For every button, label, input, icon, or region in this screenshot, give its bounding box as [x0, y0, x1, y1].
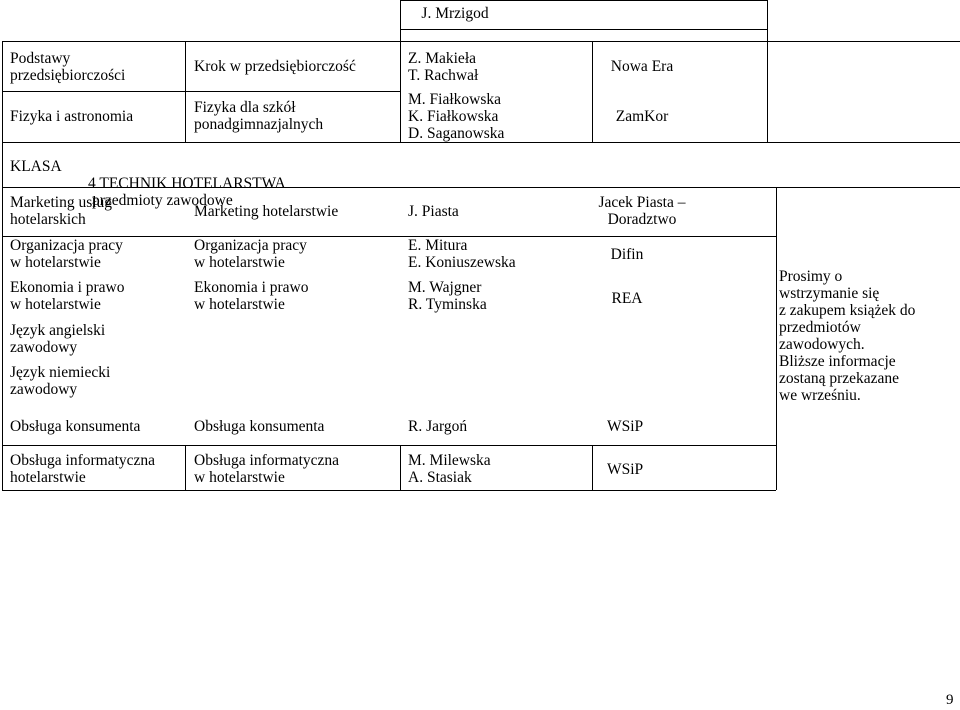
row-subject: Ekonomia i prawo w hotelarstwie — [10, 279, 125, 313]
top-row-2-title: Fizyka dla szkół ponadgimnazjalnych — [194, 99, 324, 133]
row-subject: Obsługa informatyczna hotelarstwie — [10, 452, 156, 486]
row-publisher: REA — [611, 290, 643, 307]
top-author: J. Mrzigod — [421, 5, 489, 22]
top-row-2-authors: M. Fiałkowska K. Fiałkowska D. Saganowska — [408, 91, 505, 142]
row-publisher: Jacek Piasta – Doradztwo — [598, 194, 686, 228]
row-title: Obsługa informatyczna w hotelarstwie — [194, 452, 340, 486]
top-row-1-subject: Podstawy przedsiębiorczości — [10, 50, 126, 84]
row-authors: E. Mitura E. Koniuszewska — [408, 237, 516, 271]
row-publisher: WSiP — [607, 418, 644, 435]
row-subject: Marketing usług hotelarskich — [10, 194, 113, 228]
page-number: 9 — [946, 692, 954, 708]
class-label: KLASA — [10, 158, 62, 175]
row-publisher: WSiP — [607, 461, 644, 478]
class-name-text: 4 TECHNIK HOTELARSTWA — [88, 175, 286, 192]
top-row-1-authors: Z. Makieła T. Rachwał — [408, 50, 479, 84]
row-subject: Język niemiecki zawodowy — [10, 364, 111, 398]
row-title: Ekonomia i prawo w hotelarstwie — [194, 279, 309, 313]
top-row-2-subject: Fizyka i astronomia — [10, 108, 134, 125]
top-row-2-publisher: ZamKor — [615, 108, 669, 125]
row-authors: M. Wajgner R. Tyminska — [408, 279, 487, 313]
class-subtitle: przedmioty zawodowe — [92, 192, 233, 209]
row-title: Organizacja pracy w hotelarstwie — [194, 237, 307, 271]
row-subject: Organizacja pracy w hotelarstwie — [10, 237, 123, 271]
row-authors: R. Jargoń — [408, 418, 468, 435]
row-subject: Język angielski zawodowy — [10, 322, 106, 356]
row-title: Obsługa konsumenta — [194, 418, 325, 435]
row-authors: J. Piasta — [408, 203, 459, 220]
row-subject: Obsługa konsumenta — [10, 418, 141, 435]
top-row-1-title: Krok w przedsiębiorczość — [194, 58, 356, 75]
note-text: Prosimy o wstrzymanie się z zakupem książek do przedmiotów zawodowych. Bliższe informacje zostaną przekazane we wrześniu. — [779, 268, 916, 404]
top-row-1-publisher: Nowa Era — [610, 58, 674, 75]
row-authors: M. Milewska A. Stasiak — [408, 452, 491, 486]
row-publisher: Difin — [610, 246, 644, 263]
row-title: Marketing hotelarstwie — [194, 203, 339, 220]
